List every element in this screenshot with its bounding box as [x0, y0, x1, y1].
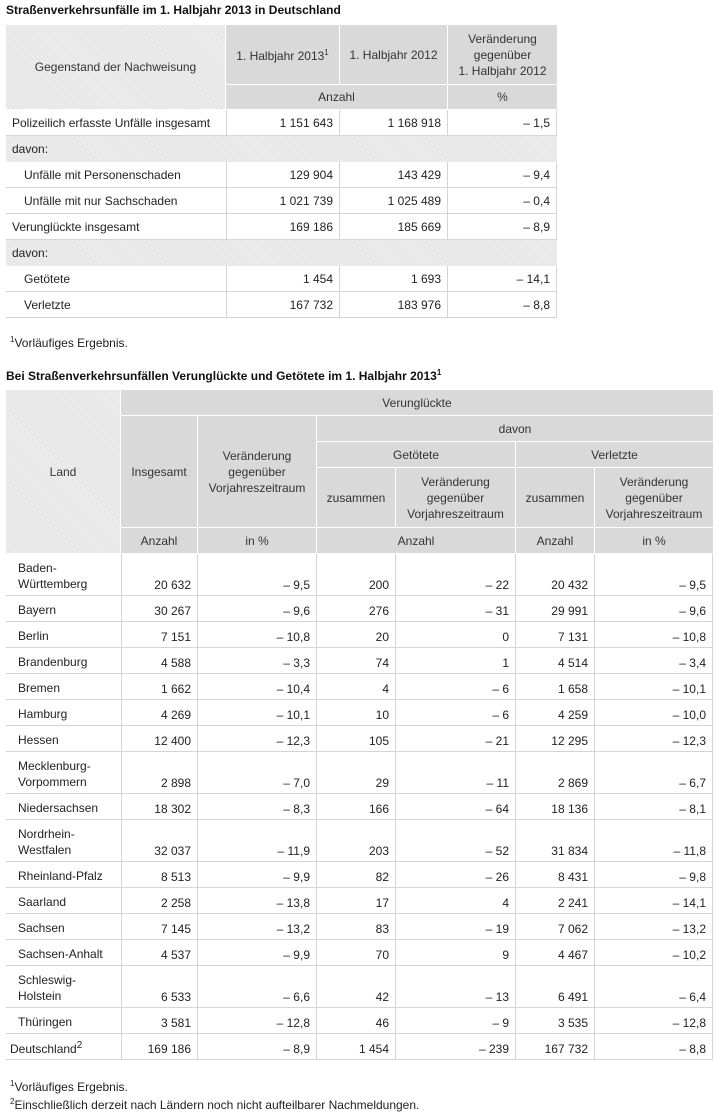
cell-getoetete-change: – 9 — [396, 1008, 516, 1034]
cell-insgesamt-change: – 9,5 — [198, 554, 317, 596]
cell-getoetete: 70 — [317, 940, 396, 966]
cell-verletzte: 167 732 — [516, 1034, 595, 1060]
cell-insgesamt-change: – 9,6 — [198, 596, 317, 622]
cell-verletzte-change: – 11,8 — [595, 820, 713, 862]
cell-insgesamt-change: – 13,2 — [198, 914, 317, 940]
header-getoetete-veraenderung: Veränderung gegenüber Vorjahreszeitraum — [396, 468, 516, 528]
cell-verletzte: 29 991 — [516, 596, 595, 622]
cell-2013: 1 454 — [226, 266, 340, 292]
table-row — [6, 966, 713, 1008]
table-row — [6, 862, 713, 888]
cell-insgesamt-change: – 6,6 — [198, 966, 317, 1008]
row-label: Deutschland$^2$ — [6, 1034, 121, 1060]
header-getoetete-zusammen: zusammen — [317, 468, 396, 528]
header-insgesamt: Insgesamt — [121, 416, 198, 528]
row-label: Berlin — [6, 622, 121, 648]
cell-insgesamt-change: – 10,1 — [198, 700, 317, 726]
cell-getoetete-change: – 19 — [396, 914, 516, 940]
cell-getoetete: 105 — [317, 726, 396, 752]
cell-verletzte-change: – 10,2 — [595, 940, 713, 966]
table-row — [6, 110, 557, 136]
total-row — [6, 1034, 713, 1060]
table-row — [6, 820, 713, 862]
cell-2013: 1 151 643 — [226, 110, 340, 136]
cell-insgesamt: 8 513 — [121, 862, 198, 888]
table-row — [6, 554, 713, 596]
cell-getoetete: 82 — [317, 862, 396, 888]
cell-verletzte-change: – 9,5 — [595, 554, 713, 596]
cell-verletzte-change: – 12,8 — [595, 1008, 713, 1034]
table2-footnote-1: $^1$Vorläufiges Ergebnis. — [10, 1079, 128, 1094]
cell-insgesamt-change: – 12,8 — [198, 1008, 317, 1034]
cell-insgesamt: 1 662 — [121, 674, 198, 700]
cell-insgesamt: 2 898 — [121, 752, 198, 794]
header-col-2012: 1. Halbjahr 2012 — [340, 25, 448, 85]
cell-getoetete: 74 — [317, 648, 396, 674]
row-label: davon: — [6, 240, 557, 266]
header-unit-count: Anzahl — [226, 85, 448, 110]
cell-getoetete-change: 1 — [396, 648, 516, 674]
cell-2012: 1 168 918 — [340, 110, 448, 136]
table-row — [6, 266, 557, 292]
row-label: davon: — [6, 136, 557, 162]
header-getoetete: Getötete — [317, 442, 516, 468]
row-label: Getötete — [6, 266, 226, 292]
cell-2012: 143 429 — [340, 162, 448, 188]
header-verletzte: Verletzte — [516, 442, 713, 468]
table-row — [6, 162, 557, 188]
row-label: Sachsen-Anhalt — [6, 940, 121, 966]
cell-verletzte-change: – 8,8 — [595, 1034, 713, 1060]
table-row — [6, 940, 713, 966]
row-label: Unfälle mit Personenschaden — [6, 162, 226, 188]
cell-getoetete-change: – 6 — [396, 700, 516, 726]
cell-2012: 183 976 — [340, 292, 448, 318]
cell-insgesamt-change: – 13,8 — [198, 888, 317, 914]
row-label: Brandenburg — [6, 648, 121, 674]
cell-getoetete-change: 9 — [396, 940, 516, 966]
header-land: Land — [6, 390, 121, 554]
unit-anzahl: Anzahl — [317, 528, 516, 554]
row-label: Verunglückte insgesamt — [6, 214, 226, 240]
cell-verletzte-change: – 9,6 — [595, 596, 713, 622]
cell-getoetete: 166 — [317, 794, 396, 820]
table-row — [6, 1008, 713, 1034]
row-label: Hessen — [6, 726, 121, 752]
cell-change: – 14,1 — [448, 266, 557, 292]
row-label: Hamburg — [6, 700, 121, 726]
cell-verletzte: 31 834 — [516, 820, 595, 862]
cell-verletzte: 6 491 — [516, 966, 595, 1008]
table-row — [6, 596, 713, 622]
table1-footnote: $^1$Vorläufiges Ergebnis. — [10, 335, 128, 350]
cell-insgesamt: 30 267 — [121, 596, 198, 622]
header-subject: Gegenstand der Nachweisung — [6, 25, 226, 110]
row-label: Thüringen — [6, 1008, 121, 1034]
cell-verletzte-change: – 10,8 — [595, 622, 713, 648]
cell-verletzte-change: – 6,4 — [595, 966, 713, 1008]
cell-getoetete-change: – 6 — [396, 674, 516, 700]
cell-getoetete-change: – 239 — [396, 1034, 516, 1060]
row-label: Verletzte — [6, 292, 226, 318]
cell-insgesamt-change: – 3,3 — [198, 648, 317, 674]
cell-insgesamt: 169 186 — [121, 1034, 198, 1060]
cell-insgesamt-change: – 10,8 — [198, 622, 317, 648]
section-row — [6, 136, 557, 162]
cell-verletzte: 2 241 — [516, 888, 595, 914]
cell-insgesamt-change: – 8,3 — [198, 794, 317, 820]
cell-verletzte-change: – 3,4 — [595, 648, 713, 674]
cell-insgesamt-change: – 10,4 — [198, 674, 317, 700]
cell-2012: 185 669 — [340, 214, 448, 240]
section-row — [6, 240, 557, 266]
table1-title: Straßenverkehrsunfälle im 1. Halbjahr 2013 in Deutschland — [6, 3, 341, 17]
table-row — [6, 292, 557, 318]
cell-verletzte-change: – 8,1 — [595, 794, 713, 820]
cell-verletzte: 4 259 — [516, 700, 595, 726]
row-label: Saarland — [6, 888, 121, 914]
header-verletzte-zusammen: zusammen — [516, 468, 595, 528]
row-label: Mecklenburg- Vorpommern — [6, 752, 121, 794]
cell-insgesamt: 3 581 — [121, 1008, 198, 1034]
cell-getoetete: 83 — [317, 914, 396, 940]
cell-2013: 1 021 739 — [226, 188, 340, 214]
header-verletzte-veraenderung: Veränderung gegenüber Vorjahreszeitraum — [595, 468, 713, 528]
cell-verletzte: 12 295 — [516, 726, 595, 752]
table-row — [6, 888, 713, 914]
header-unit-pct: % — [448, 85, 557, 110]
cell-insgesamt-change: – 8,9 — [198, 1034, 317, 1060]
cell-getoetete: 1 454 — [317, 1034, 396, 1060]
header-col-2013: 1. Halbjahr 2013$^1$ — [226, 25, 340, 85]
cell-insgesamt: 12 400 — [121, 726, 198, 752]
cell-change: – 8,8 — [448, 292, 557, 318]
cell-insgesamt: 4 537 — [121, 940, 198, 966]
cell-insgesamt-change: – 9,9 — [198, 862, 317, 888]
unit-in-pct: in % — [198, 528, 317, 554]
table2-title: Bei Straßenverkehrsunfällen Verunglückte und Getötete im 1. Halbjahr 2013$^1$ — [6, 368, 442, 383]
row-label: Niedersachsen — [6, 794, 121, 820]
cell-verletzte: 1 658 — [516, 674, 595, 700]
cell-getoetete: 10 — [317, 700, 396, 726]
cell-insgesamt: 7 145 — [121, 914, 198, 940]
cell-getoetete-change: – 22 — [396, 554, 516, 596]
row-label: Schleswig- Holstein — [6, 966, 121, 1008]
table-row — [6, 700, 713, 726]
row-label: Bayern — [6, 596, 121, 622]
row-label: Rheinland-Pfalz — [6, 862, 121, 888]
cell-verletzte-change: – 14,1 — [595, 888, 713, 914]
cell-getoetete: 46 — [317, 1008, 396, 1034]
cell-getoetete-change: – 64 — [396, 794, 516, 820]
table-row — [6, 794, 713, 820]
table1 — [6, 25, 557, 318]
header-verunglueckte: Verunglückte — [121, 390, 713, 416]
cell-getoetete: 4 — [317, 674, 396, 700]
table2-footnote-2: $^2$Einschließlich derzeit nach Ländern noch nicht aufteilbarer Nachmeldungen. — [10, 1097, 420, 1112]
cell-insgesamt: 6 533 — [121, 966, 198, 1008]
header-veraenderung: Veränderung gegenüber Vorjahreszeitraum — [198, 416, 317, 528]
row-label: Sachsen — [6, 914, 121, 940]
cell-2013: 129 904 — [226, 162, 340, 188]
cell-2012: 1 693 — [340, 266, 448, 292]
table-row — [6, 214, 557, 240]
cell-insgesamt-change: – 9,9 — [198, 940, 317, 966]
cell-insgesamt: 32 037 — [121, 820, 198, 862]
cell-verletzte: 4 467 — [516, 940, 595, 966]
unit-anzahl: Anzahl — [121, 528, 198, 554]
cell-change: – 8,9 — [448, 214, 557, 240]
cell-getoetete-change: – 26 — [396, 862, 516, 888]
cell-getoetete-change: – 52 — [396, 820, 516, 862]
cell-getoetete-change: – 11 — [396, 752, 516, 794]
cell-getoetete-change: 4 — [396, 888, 516, 914]
cell-getoetete-change: – 13 — [396, 966, 516, 1008]
cell-verletzte-change: – 10,1 — [595, 674, 713, 700]
cell-verletzte-change: – 9,8 — [595, 862, 713, 888]
row-label: Bremen — [6, 674, 121, 700]
unit-anzahl: Anzahl — [516, 528, 595, 554]
cell-change: – 1,5 — [448, 110, 557, 136]
row-label: Nordrhein- Westfalen — [6, 820, 121, 862]
cell-verletzte: 4 514 — [516, 648, 595, 674]
row-label: Polizeilich erfasste Unfälle insgesamt — [6, 110, 226, 136]
cell-verletzte: 18 136 — [516, 794, 595, 820]
cell-change: – 9,4 — [448, 162, 557, 188]
cell-getoetete: 276 — [317, 596, 396, 622]
table-row — [6, 674, 713, 700]
cell-getoetete-change: – 31 — [396, 596, 516, 622]
cell-verletzte-change: – 13,2 — [595, 914, 713, 940]
cell-getoetete: 29 — [317, 752, 396, 794]
cell-verletzte: 20 432 — [516, 554, 595, 596]
cell-getoetete: 203 — [317, 820, 396, 862]
row-label: Baden- Württemberg — [6, 554, 121, 596]
cell-verletzte: 7 062 — [516, 914, 595, 940]
table-row — [6, 914, 713, 940]
table-row — [6, 188, 557, 214]
cell-2013: 169 186 — [226, 214, 340, 240]
cell-verletzte: 7 131 — [516, 622, 595, 648]
cell-verletzte: 3 535 — [516, 1008, 595, 1034]
cell-verletzte: 8 431 — [516, 862, 595, 888]
cell-verletzte: 2 869 — [516, 752, 595, 794]
table-row — [6, 752, 713, 794]
cell-getoetete: 17 — [317, 888, 396, 914]
header-davon: davon — [317, 416, 713, 442]
row-label: Unfälle mit nur Sachschaden — [6, 188, 226, 214]
cell-getoetete-change: – 21 — [396, 726, 516, 752]
cell-getoetete: 20 — [317, 622, 396, 648]
table-row — [6, 726, 713, 752]
cell-insgesamt-change: – 11,9 — [198, 820, 317, 862]
table-row — [6, 622, 713, 648]
cell-getoetete: 200 — [317, 554, 396, 596]
cell-2012: 1 025 489 — [340, 188, 448, 214]
cell-getoetete: 42 — [317, 966, 396, 1008]
cell-2013: 167 732 — [226, 292, 340, 318]
cell-verletzte-change: – 10,0 — [595, 700, 713, 726]
header-col-change: Veränderung gegenüber 1. Halbjahr 2012 — [448, 25, 557, 85]
cell-insgesamt: 4 269 — [121, 700, 198, 726]
cell-insgesamt: 7 151 — [121, 622, 198, 648]
cell-insgesamt: 4 588 — [121, 648, 198, 674]
cell-insgesamt-change: – 12,3 — [198, 726, 317, 752]
cell-insgesamt: 18 302 — [121, 794, 198, 820]
table-row — [6, 648, 713, 674]
cell-verletzte-change: – 12,3 — [595, 726, 713, 752]
cell-verletzte-change: – 6,7 — [595, 752, 713, 794]
cell-insgesamt: 20 632 — [121, 554, 198, 596]
cell-insgesamt-change: – 7,0 — [198, 752, 317, 794]
cell-insgesamt: 2 258 — [121, 888, 198, 914]
table2 — [6, 390, 713, 1060]
cell-getoetete-change: 0 — [396, 622, 516, 648]
cell-change: – 0,4 — [448, 188, 557, 214]
unit-in-pct: in % — [595, 528, 713, 554]
